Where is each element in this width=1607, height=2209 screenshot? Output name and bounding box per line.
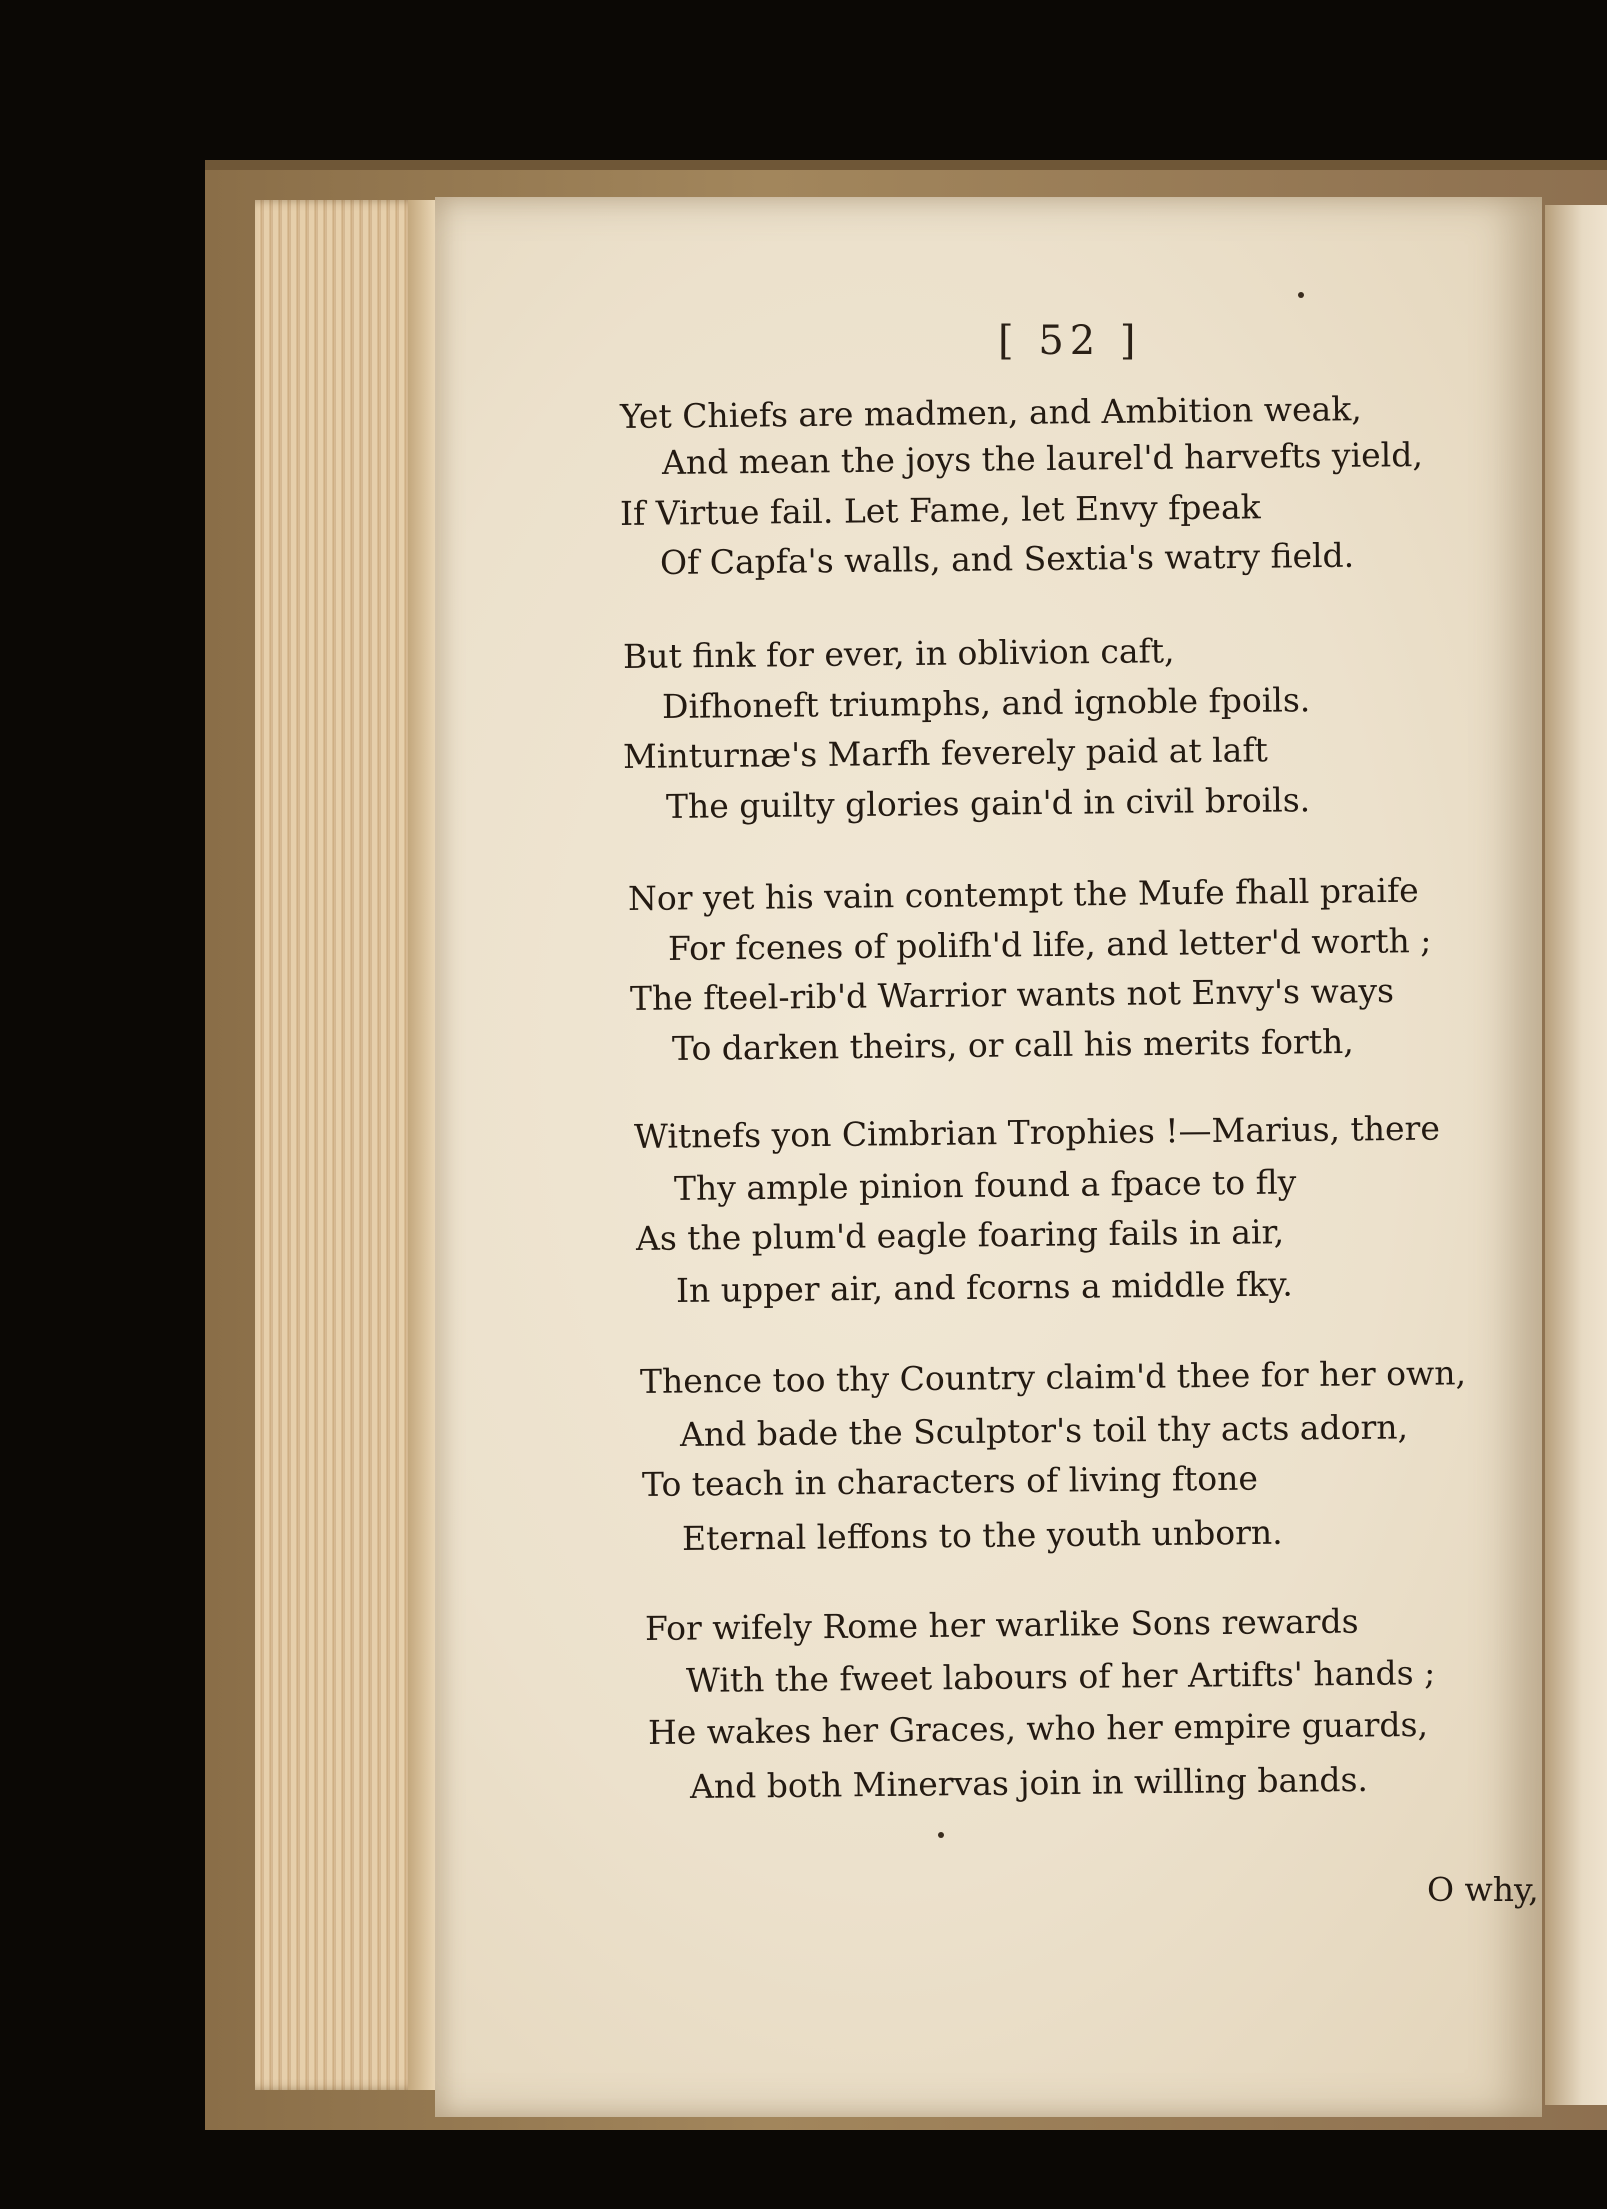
- poem-line: To teach in characters of living ftone: [641, 1458, 1259, 1504]
- poem-line: Yet Chiefs are madmen, and Ambition weak,: [619, 389, 1362, 436]
- poem-line: Eternal leffons to the youth unborn.: [681, 1512, 1283, 1558]
- poem-line: He wakes her Graces, who her empire guards,: [647, 1704, 1429, 1752]
- poem-line: The guilty glories gain'd in civil broils.: [665, 780, 1311, 826]
- catchword: O why,: [1427, 1870, 1539, 1909]
- poem-line: Witnefs yon Cimbrian Trophies !—Marius, there: [633, 1108, 1441, 1156]
- poem-line: Minturnæ's Marfh feverely paid at laft: [622, 730, 1269, 776]
- poem-line: For fcenes of polifh'd life, and letter'd worth ;: [667, 921, 1432, 968]
- poem-line: And bade the Sculptor's toil thy acts adorn,: [679, 1407, 1409, 1454]
- poem-line: Of Capfa's walls, and Sextia's watry field.: [659, 535, 1355, 582]
- poem-line: But fink for ever, in oblivion caft,: [622, 631, 1175, 676]
- poem-line: Nor yet his vain contempt the Mufe fhall praife: [627, 870, 1419, 918]
- poem-line: Thy ample pinion found a fpace to fly: [673, 1162, 1297, 1208]
- facing-page-edge: [1545, 205, 1607, 2105]
- poem-line: For wifely Rome her warlike Sons rewards: [644, 1601, 1359, 1648]
- poem-line: The fteel-rib'd Warrior wants not Envy's ways: [629, 971, 1395, 1018]
- ornament-dot: [938, 1832, 944, 1838]
- poem-line: Difhoneft triumphs, and ignoble fpoils.: [661, 680, 1311, 726]
- poem-line: With the fweet labours of her Artifts' hands ;: [685, 1653, 1436, 1700]
- poem-line: Thence too thy Country claim'd thee for her own,: [639, 1353, 1467, 1401]
- poem-line: If Virtue fail. Let Fame, let Envy fpeak: [619, 487, 1261, 533]
- poem-line: And both Minervas join in willing bands.: [689, 1759, 1369, 1806]
- page-number: [ 52 ]: [998, 318, 1142, 364]
- ornament-dot: [1298, 292, 1304, 298]
- text-block-edge: [408, 200, 436, 2090]
- poem-line: To darken theirs, or call his merits forth,: [671, 1021, 1354, 1068]
- poem-line: And mean the joys the laurel'd harvefts yield,: [661, 435, 1424, 482]
- poem-line: As the plum'd eagle foaring fails in air,: [635, 1212, 1285, 1258]
- poem-line: In upper air, and fcorns a middle fky.: [675, 1264, 1293, 1310]
- book-page: [435, 197, 1542, 2117]
